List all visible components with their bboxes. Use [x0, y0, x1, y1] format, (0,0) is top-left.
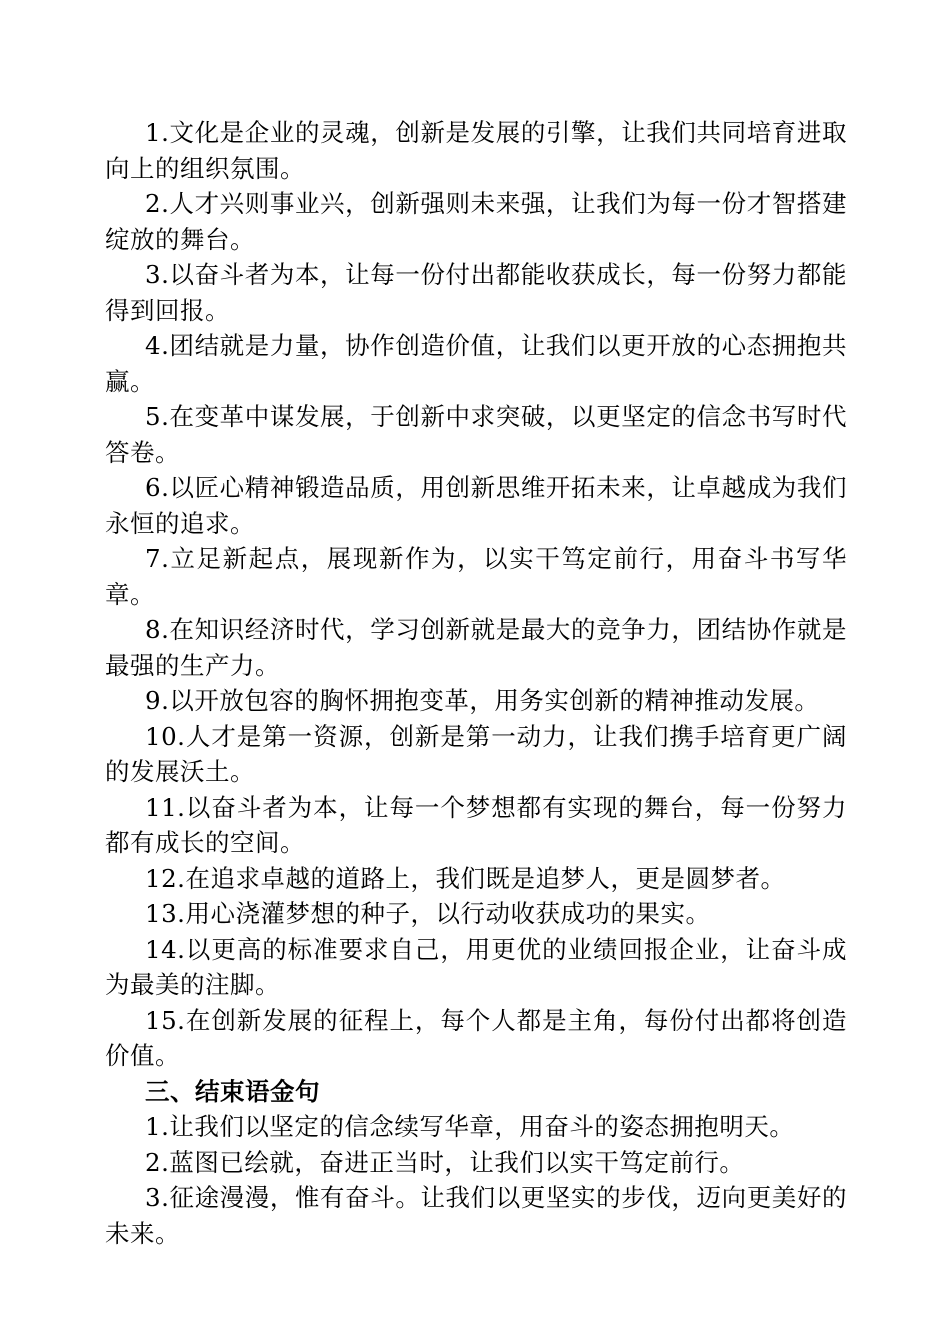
quote-item-14: 14.以更高的标准要求自己，用更优的业绩回报企业，让奋斗成为最美的注脚。: [105, 934, 847, 999]
quote-item-8: 8.在知识经济时代，学习创新就是最大的竞争力，团结协作就是最强的生产力。: [105, 615, 847, 680]
quote-item-6: 6.以匠心精神锻造品质，用创新思维开拓未来，让卓越成为我们永恒的追求。: [105, 473, 847, 538]
quote-item-10: 10.人才是第一资源，创新是第一动力，让我们携手培育更广阔的发展沃土。: [105, 721, 847, 786]
quote-item-1: 1.文化是企业的灵魂，创新是发展的引擎，让我们共同培育进取向上的组织氛围。: [105, 118, 847, 183]
quote-item-13: 13.用心浇灌梦想的种子，以行动收获成功的果实。: [145, 899, 711, 928]
closing-item-3: 3.征途漫漫，惟有奋斗。让我们以更坚实的步伐，迈向更美好的未来。: [105, 1183, 847, 1248]
quote-item-2: 2.人才兴则事业兴，创新强则未来强，让我们为每一份才智搭建绽放的舞台。: [105, 189, 847, 254]
closing-item-1: 1.让我们以坚定的信念续写华章，用奋斗的姿态拥抱明天。: [145, 1112, 795, 1141]
quote-item-4: 4.团结就是力量，协作创造价值，让我们以更开放的心态拥抱共赢。: [105, 331, 847, 396]
quote-item-12: 12.在追求卓越的道路上，我们既是追梦人，更是圆梦者。: [145, 863, 786, 893]
section-three-heading: 三、结束语金句: [145, 1076, 320, 1106]
closing-item-2: 2.蓝图已绘就，奋进正当时，让我们以实干笃定前行。: [145, 1147, 745, 1177]
quote-item-11: 11.以奋斗者为本，让每一个梦想都有实现的舞台，每一份努力都有成长的空间。: [105, 792, 847, 857]
quote-item-7: 7.立足新起点，展现新作为，以实干笃定前行，用奋斗书写华章。: [105, 544, 847, 609]
quote-item-15: 15.在创新发展的征程上，每个人都是主角，每份付出都将创造价值。: [105, 1005, 847, 1070]
quote-item-3: 3.以奋斗者为本，让每一份付出都能收获成长，每一份努力都能得到回报。: [105, 260, 847, 325]
quote-item-9: 9.以开放包容的胸怀拥抱变革，用务实创新的精神推动发展。: [145, 686, 820, 715]
quote-item-5: 5.在变革中谋发展，于创新中求突破，以更坚定的信念书写时代答卷。: [105, 402, 847, 467]
document-page: [105, 115, 847, 1251]
